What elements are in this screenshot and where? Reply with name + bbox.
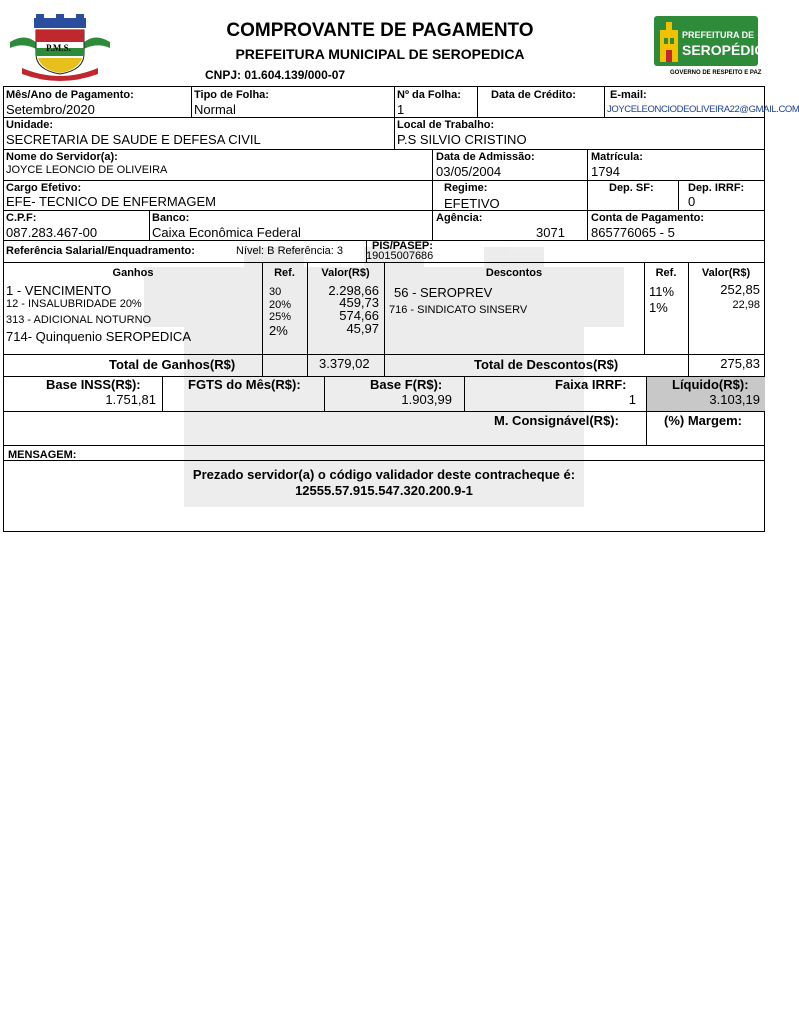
ganhos-item-valor: 45,97 <box>346 321 379 336</box>
ganhos-item-ref: 20% <box>269 299 292 311</box>
unidade-label: Unidade: <box>6 119 54 131</box>
document-title: COMPROVANTE DE PAGAMENTO <box>226 20 534 41</box>
descontos-item-ref: 11% <box>649 284 675 299</box>
nome-servidor-label: Nome do Servidor(a): <box>6 151 118 163</box>
ganhos-ref-header: Ref. <box>274 267 295 279</box>
ganhos-header: Ganhos <box>112 267 154 279</box>
left-logo <box>6 14 114 80</box>
nome-servidor-value: JOYCE LEONCIO DE OLIVEIRA <box>6 164 168 176</box>
ganhos-item-ref: 25% <box>269 311 292 323</box>
fgts-label: FGTS do Mês(R$): <box>188 377 301 392</box>
mes-ano-label: Mês/Ano de Pagamento: <box>6 89 134 101</box>
right-logo-line1: PREFEITURA DE <box>682 30 755 40</box>
num-folha-label: Nº da Folha: <box>397 89 461 101</box>
right-logo <box>652 14 775 80</box>
matricula-value: 1794 <box>591 164 620 179</box>
ganhos-item-valor: 2.298,66 <box>328 283 379 298</box>
tipo-folha-label: Tipo de Folha: <box>194 89 269 101</box>
ganhos-item-desc: 1 - VENCIMENTO <box>6 283 112 298</box>
document-subtitle: PREFEITURA MUNICIPAL DE SEROPEDICA <box>235 46 525 62</box>
ganhos-item-desc: 714- Quinquenio SEROPEDICA <box>6 329 191 344</box>
referencia-label: Referência Salarial/Enquadramento: <box>6 245 195 257</box>
pis-value: 19015007686 <box>366 250 434 262</box>
agencia-value: 3071 <box>536 225 565 240</box>
total-descontos-value: 275,83 <box>720 356 760 371</box>
base-f-value: 1.903,99 <box>401 392 452 407</box>
payslip-table <box>3 86 799 532</box>
ganhos-item-ref: 30 <box>269 286 282 298</box>
base-inss-label: Base INSS(R$): <box>46 377 141 392</box>
total-ganhos-value: 3.379,02 <box>319 356 370 371</box>
num-folha-value: 1 <box>397 102 405 117</box>
base-inss-value: 1.751,81 <box>105 392 156 407</box>
base-f-label: Base F(R$): <box>370 377 443 392</box>
right-logo-line2: SEROPÉDICA <box>682 42 775 58</box>
mes-ano-value: Setembro/2020 <box>6 102 95 117</box>
regime-value: EFETIVO <box>444 196 500 211</box>
ganhos-item-ref: 2% <box>269 323 288 338</box>
cnpj-text: CNPJ: 01.604.139/000-07 <box>205 68 346 82</box>
conta-label: Conta de Pagamento: <box>591 212 705 224</box>
conta-value: 865776065 - 5 <box>591 225 675 240</box>
data-credito-label: Data de Crédito: <box>491 89 576 101</box>
dep-irrf-value: 0 <box>688 194 696 209</box>
local-trabalho-value: P.S SILVIO CRISTINO <box>397 132 527 147</box>
unidade-value: SECRETARIA DE SAUDE E DEFESA CIVIL <box>6 132 261 147</box>
ganhos-item-desc: 313 - ADICIONAL NOTURNO <box>6 314 152 326</box>
margem-label: (%) Margem: <box>664 413 743 428</box>
right-logo-caption: GOVERNO DE RESPEITO E PAZ <box>670 70 762 76</box>
mensagem-line1: Prezado servidor(a) o código validador deste contracheque é: <box>192 467 576 482</box>
descontos-item-ref: 1% <box>649 300 668 315</box>
descontos-item-desc: 716 - SINDICATO SINSERV <box>389 304 528 316</box>
cpf-label: C.P.F: <box>6 212 37 224</box>
admissao-value: 03/05/2004 <box>436 164 502 179</box>
email-label: E-mail: <box>610 89 647 101</box>
admissao-label: Data de Admissão: <box>436 151 535 163</box>
pis-label: PIS/PASEP: <box>372 240 433 252</box>
building-icon <box>658 20 680 62</box>
descontos-item-valor: 252,85 <box>720 282 760 297</box>
descontos-item-desc: 56 - SEROPREV <box>394 285 493 300</box>
cargo-label: Cargo Efetivo: <box>6 182 82 194</box>
banco-label: Banco: <box>152 212 190 224</box>
liquido-label: Líquido(R$): <box>672 377 749 392</box>
descontos-item-valor: 22,98 <box>732 299 760 311</box>
left-logo-text: P.M.S. <box>46 43 71 53</box>
descontos-valor-header: Valor(R$) <box>701 267 751 279</box>
regime-label: Regime: <box>444 182 488 194</box>
agencia-label: Agência: <box>436 212 483 224</box>
ganhos-valor-header: Valor(R$) <box>321 267 370 279</box>
total-descontos-label: Total de Descontos(R$) <box>474 357 619 372</box>
banco-value: Caixa Econômica Federal <box>152 225 301 240</box>
descontos-ref-header: Ref. <box>655 267 677 279</box>
faixa-irrf-label: Faixa IRRF: <box>555 377 627 392</box>
ganhos-item-valor: 574,66 <box>339 308 379 323</box>
matricula-label: Matrícula: <box>591 151 643 163</box>
ganhos-item-desc: 12 - INSALUBRIDADE 20% <box>6 298 142 310</box>
consignavel-label: M. Consignável(R$): <box>494 413 619 428</box>
dep-sf-label: Dep. SF: <box>609 182 654 194</box>
email-value: JOYCELEONCIODEOLIVEIRA22@GMAIL.COM <box>607 104 799 115</box>
total-ganhos-label: Total de Ganhos(R$) <box>109 357 236 372</box>
faixa-irrf-value: 1 <box>628 392 636 407</box>
mensagem-label: MENSAGEM: <box>8 449 77 461</box>
ganhos-item-valor: 459,73 <box>339 295 379 310</box>
liquido-value: 3.103,19 <box>709 392 760 407</box>
referencia-value: Nível: B Referência: 3 <box>236 245 343 257</box>
local-trabalho-label: Local de Trabalho: <box>397 119 495 131</box>
cpf-value: 087.283.467-00 <box>6 225 98 240</box>
validator-code: 12555.57.915.547.320.200.9-1 <box>295 483 473 498</box>
dep-irrf-label: Dep. IRRF: <box>688 182 745 194</box>
tipo-folha-value: Normal <box>194 102 236 117</box>
cargo-value: EFE- TECNICO DE ENFERMAGEM <box>6 194 216 209</box>
descontos-header: Descontos <box>485 267 543 279</box>
